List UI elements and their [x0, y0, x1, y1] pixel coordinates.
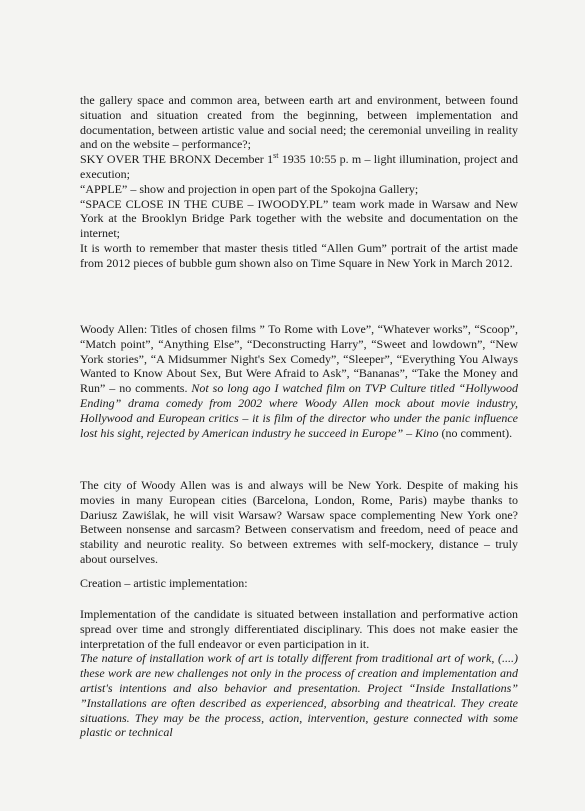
text-block-woody-allen-films — [80, 322, 518, 440]
heading: Creation – artistic implementation: — [80, 576, 248, 590]
italic-run: The nature of installation work of art is totally different from traditional art of work, (....) these work are new challenges not only in the process of creation and implementation and artist's intentions and also behavior and presentation. Project “Inside Installations” ”Installations are often described as experienced, absorbing and theatrical. They create situations. They may be the process, action, intervention, gesture connected with some plastic or technical — [80, 651, 518, 740]
paragraph — [80, 152, 518, 182]
text-block-projects — [80, 93, 518, 271]
paragraph — [80, 322, 518, 440]
text-run: SKY OVER THE BRONX December 1 — [80, 152, 274, 167]
paragraph: “APPLE” – show and projection in open part of the Spokojna Gallery; — [80, 181, 419, 196]
text-run: 1935 10:55 p. m – light illumination, project and execution; — [80, 152, 518, 181]
text-block-city — [80, 478, 518, 567]
text-block-implementation — [80, 607, 518, 740]
paragraph: The city of Woody Allen was is and always will be New York. Despite of making his movies in many European cities (Barcelona, London, Rome, Paris) maybe thanks to Dariusz Zawiślak, he will visit Warsaw? Warsaw space complementing New York one? Between nonsense and sarcasm? Between conservatism and freedom, need of peace and stability and neurotic reality. So between extremes with self-mockery, distance – truly about ourselves. — [80, 478, 518, 566]
text-run: Woody Allen: Titles of chosen films ” To Rome with Love”, “Whatever works”, “Scoop”, “Match point”, “Anything Else”, “Deconstructing Harry”, “Sweet and lowdown”, “New York stories”, “A Midsummer Night's Sex Comedy”, “Sleeper”, “Everything You Always Wanted to Know About Sex, But Were Afraid to Ask”, “Bananas”, “Take the Money and Run” – no comments. — [80, 322, 518, 396]
paragraph: Implementation of the candidate is situated between installation and performative action spread over time and strongly differentiated disciplinary. This does not make easier the interpretation of the full endeavor or even participation in it. — [80, 607, 518, 651]
paragraph — [80, 651, 518, 740]
text-run: (no comment). — [438, 425, 513, 440]
paragraph: “SPACE CLOSE IN THE CUBE – IWOODY.PL” team work made in Warsaw and New York at the Brooklyn Bridge Park together with the website and documentation on the internet; — [80, 196, 518, 241]
section-heading — [80, 576, 518, 591]
italic-run: Not so long ago I watched film on TVP Culture titled “Hollywood Ending” drama comedy from 2002 where Woody Allen mock about movie industry, Hollywood and European critics – it is film of the director who under the panic influence lost his sight, rejected by American industry he succeed in Europe” – Kino — [80, 381, 518, 440]
paragraph: the gallery space and common area, between earth art and environment, between found situation and situation created from the beginning, between implementation and documentation, between artistic value and social need; the ceremonial unveiling in reality and on the website – performance?; — [80, 93, 518, 152]
paragraph: It is worth to remember that master thesis titled “Allen Gum” portrait of the artist made from 2012 pieces of bubble gum shown also on Time Square in New York in March 2012. — [80, 240, 518, 270]
superscript: st — [273, 151, 279, 161]
